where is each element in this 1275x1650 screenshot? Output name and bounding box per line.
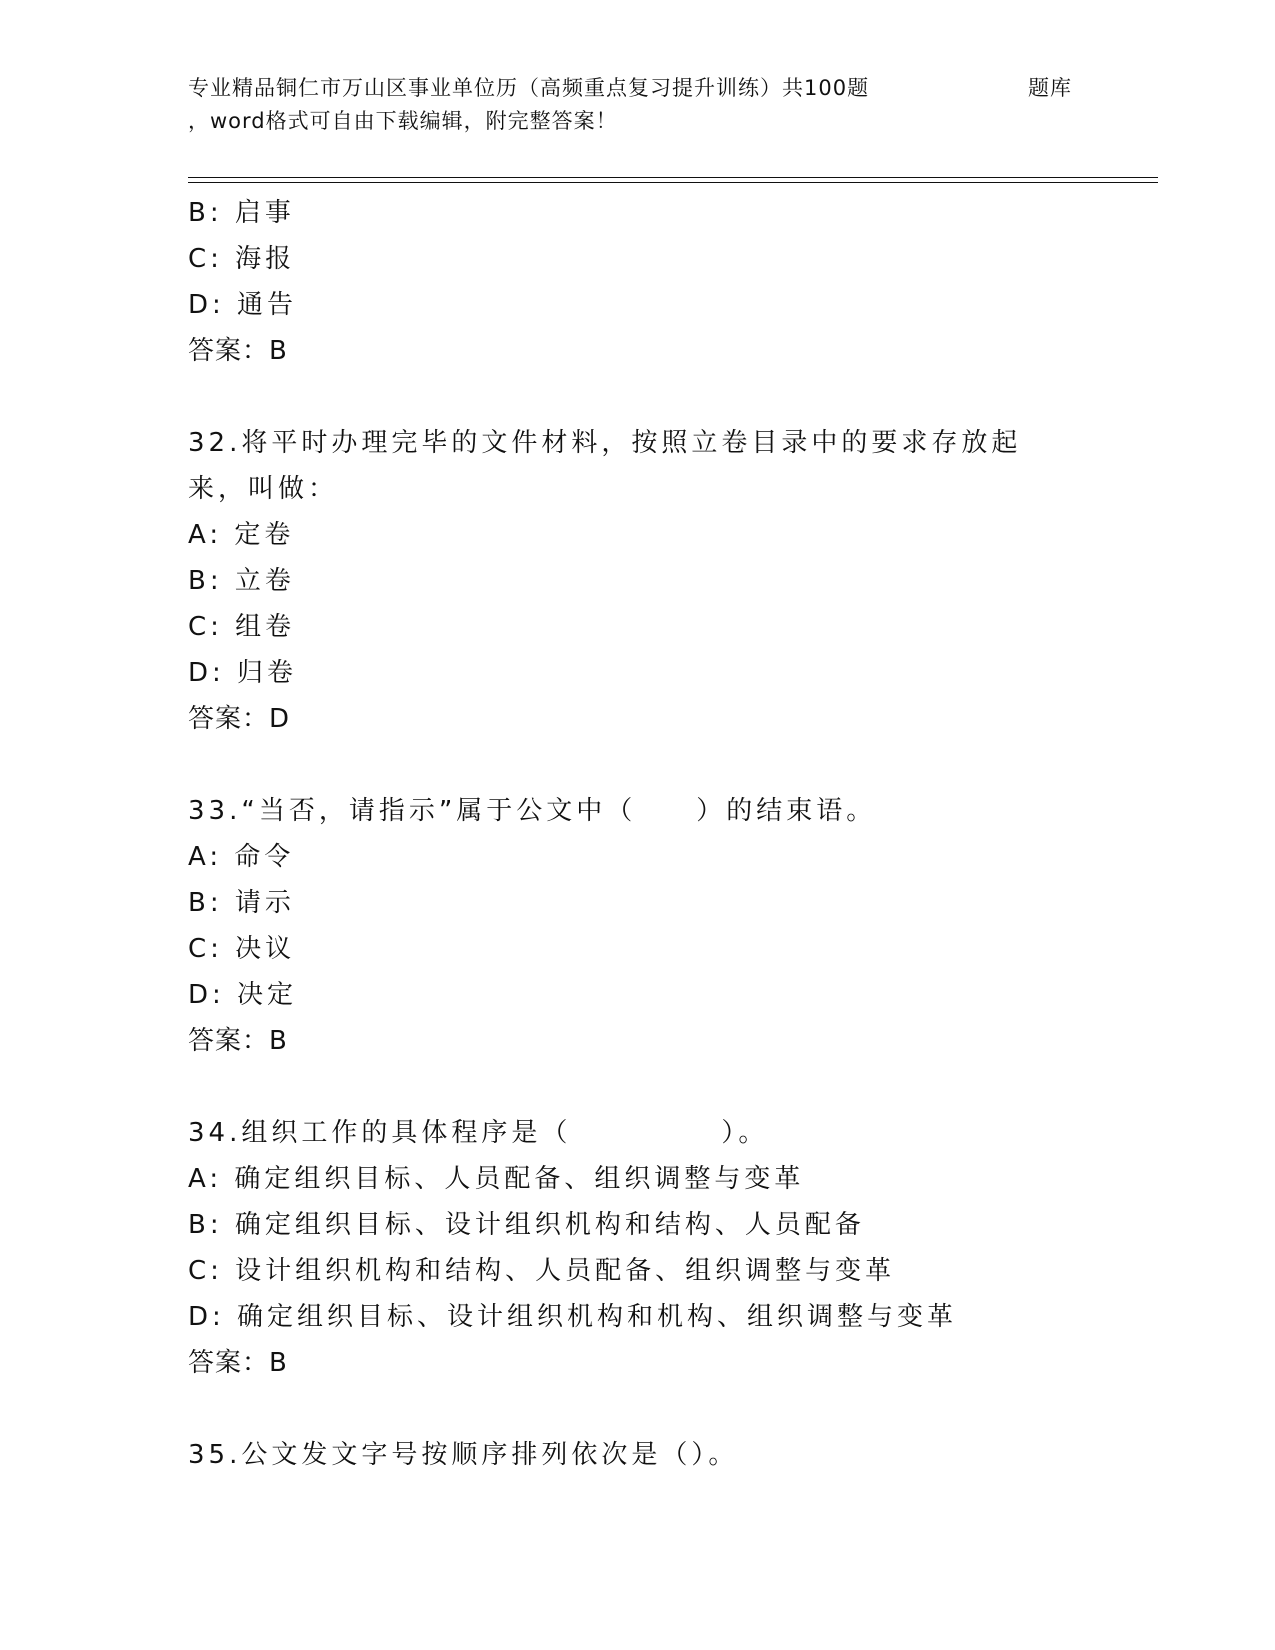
option-c: C: 决议 — [188, 934, 296, 964]
option-a: A: 命令 — [188, 842, 295, 872]
answer: 答案：B — [188, 1348, 288, 1378]
page-header — [188, 72, 1158, 182]
answer: 答案：B — [188, 1026, 288, 1056]
question-34 — [188, 1110, 1088, 1386]
question-list — [188, 190, 1088, 1478]
spacer — [188, 374, 1088, 420]
option-d: D: 通告 — [188, 290, 298, 320]
option-c: C: 海报 — [188, 244, 296, 274]
option-c: C: 组卷 — [188, 612, 296, 642]
spacer — [188, 1064, 1088, 1110]
option-c: C: 设计组织机构和结构、人员配备、组织调整与变革 — [188, 1256, 896, 1286]
question-33 — [188, 788, 1088, 1064]
question-35 — [188, 1432, 1088, 1478]
answer: 答案：B — [188, 336, 288, 366]
option-a: A: 确定组织目标、人员配备、组织调整与变革 — [188, 1164, 805, 1194]
option-b: B: 请示 — [188, 888, 295, 918]
question-31-continued — [188, 190, 1088, 374]
option-d: D: 归卷 — [188, 658, 298, 688]
question-32 — [188, 420, 1088, 742]
option-d: D: 确定组织目标、设计组织机构和机构、组织调整与变革 — [188, 1302, 958, 1332]
header-divider-bottom — [188, 182, 1158, 183]
option-b: B: 启事 — [188, 198, 295, 228]
answer: 答案：D — [188, 704, 291, 734]
spacer — [188, 1386, 1088, 1432]
question-stem: 33.“当否，请指示”属于公文中（ ）的结束语。 — [188, 796, 877, 826]
option-b: B: 确定组织目标、设计组织机构和结构、人员配备 — [188, 1210, 865, 1240]
question-stem: 32.将平时办理完毕的文件材料，按照立卷目录中的要求存放起来，叫做： — [188, 428, 1022, 504]
option-d: D: 决定 — [188, 980, 298, 1010]
spacer — [188, 742, 1088, 788]
document-subtitle: ，word格式可自由下载编辑，附完整答案！ — [188, 109, 618, 133]
header-divider-top — [188, 177, 1158, 178]
question-stem: 34.组织工作的具体程序是（ ）。 — [188, 1118, 769, 1148]
question-stem: 35.公文发文字号按顺序排列依次是（）。 — [188, 1440, 739, 1470]
document-title: 专业精品铜仁市万山区事业单位历（高频重点复习提升训练）共100题 — [188, 76, 870, 100]
header-tag: 题库 — [1028, 76, 1072, 100]
option-b: B: 立卷 — [188, 566, 295, 596]
option-a: A: 定卷 — [188, 520, 295, 550]
